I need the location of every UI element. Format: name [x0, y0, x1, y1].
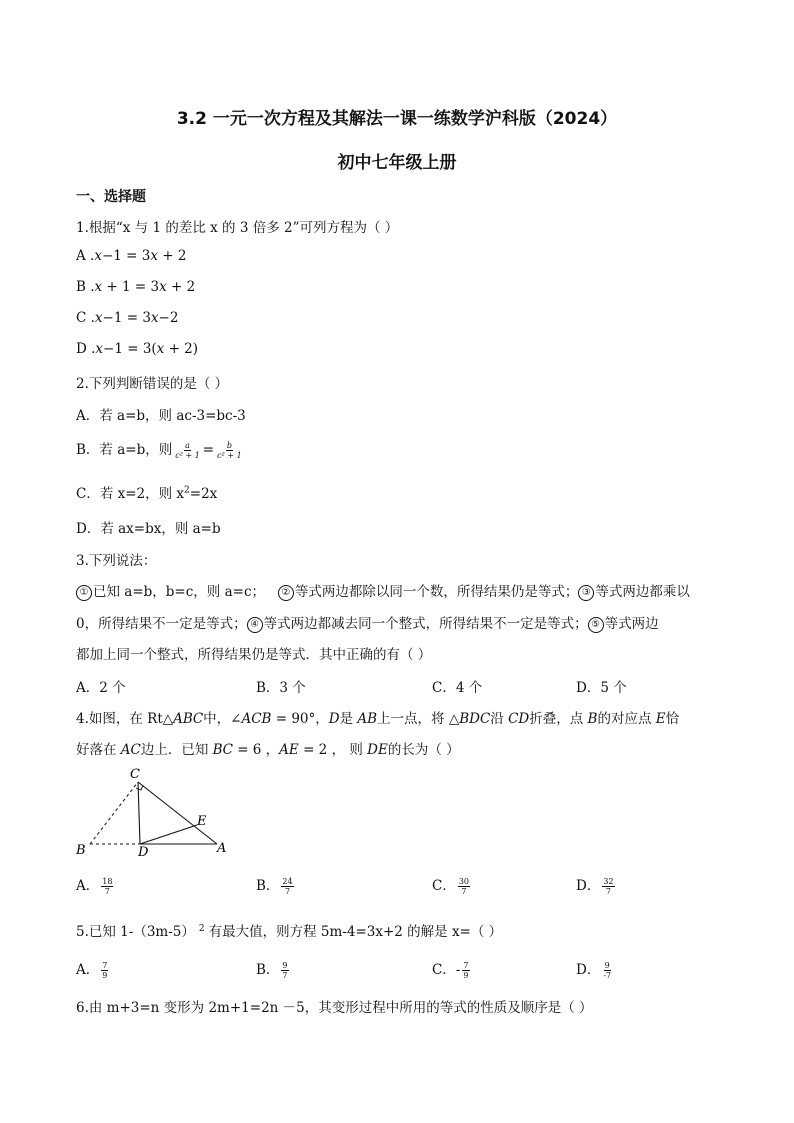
label-c: C: [130, 767, 140, 782]
circled-1-icon: ①: [76, 585, 92, 601]
q2-stem: 2.下列判断错误的是（ ）: [76, 376, 229, 392]
q4-fraction-b: $\frac{24}{7}$: [282, 877, 293, 896]
q5-fraction-b: $\frac{9}{7}$: [282, 961, 288, 980]
q3-line2: 0，所得结果不一定是等式； ④ 等式两边都减去同一个整式，所得结果不一定是等式； ⑤ 等式两边: [76, 616, 659, 632]
segment-ca: [138, 782, 217, 844]
q3-option-d: D．5 个: [576, 680, 627, 696]
q4-option-d: D． $\frac{32}{7}$: [576, 877, 614, 896]
q4-stem-line2: 好落在 𝐴𝐶边上．已知 𝐵𝐶 = 6 ，𝐴𝐸 = 2 ， 则 𝐷𝐸的长为（ ）: [76, 742, 460, 758]
q1-option-d: D .𝑥−1 = 3(𝑥 + 2): [76, 341, 199, 357]
q5-option-b: B． $\frac{9}{7}$: [256, 961, 288, 980]
circled-4-icon: ④: [247, 617, 263, 633]
circled-3-icon: ③: [578, 585, 594, 601]
label-e: E: [197, 814, 207, 829]
q3-option-c: C．4 个: [432, 680, 483, 696]
page-title: 3.2 一元一次方程及其解法一课一练数学沪科版（2024）: [176, 109, 618, 129]
q5-option-c: C．- $\frac{7}{9}$: [432, 961, 469, 980]
equals-sign: =: [202, 442, 215, 458]
q2-option-d: D．若 ax=bx，则 a=b: [76, 521, 221, 537]
fraction-a-over: $\frac{a}{\text{c² + 1}}$: [175, 441, 200, 460]
q4-option-b: B． $\frac{24}{7}$: [256, 877, 293, 896]
segment-bc: [90, 782, 138, 844]
q1-option-b: B .𝑥 + 1 = 3𝑥 + 2: [76, 279, 196, 295]
q5-option-d: D． $\frac{9}{-7}$: [576, 961, 612, 980]
q5-fraction-c: $\frac{7}{9}$: [463, 961, 469, 980]
q3-stem: 3.下列说法：: [76, 553, 157, 569]
segment-cd: [138, 782, 140, 844]
section-heading: 一、选择题: [76, 189, 146, 205]
q3-option-a: A．2 个: [76, 680, 126, 696]
triangle-diagram: [70, 762, 240, 858]
q5-option-a: A． $\frac{7}{9}$: [76, 961, 108, 980]
circled-2-icon: ②: [278, 585, 294, 601]
fraction-b-over: $\frac{b}{\text{c² + 1}}$: [217, 441, 242, 460]
q6-stem: 6.由 m+3=n 变形为 2m+1=2n －5，其变形过程中所用的等式的性质及顺序是（ ）: [76, 1000, 593, 1016]
label-d: D: [138, 845, 149, 858]
q2-option-b-prefix: B．若 a=b，则: [76, 442, 173, 458]
q2-option-a: A．若 a=b，则 ac-3=bc-3: [76, 408, 246, 424]
q5-fraction-d: $\frac{9}{-7}$: [603, 961, 612, 980]
q4-fraction-c: $\frac{30}{7}$: [458, 877, 470, 896]
q4-fraction-d: $\frac{32}{7}$: [603, 877, 614, 896]
q5-stem: 5.已知 1-（3m-5） $^2$ 有最大值，则方程 5m-4=3x+2 的解是 x=（ ）: [76, 923, 503, 940]
circled-5-icon: ⑤: [588, 617, 604, 633]
page-subtitle: 初中七年级上册: [337, 153, 457, 173]
q4-option-c: C． $\frac{30}{7}$: [432, 877, 470, 896]
q4-stem-line1: 4.如图，在 Rt△𝐴𝐵𝐶中，∠𝐴𝐶𝐵 = 90°，𝐷是 𝐴𝐵上一点，将 △𝐵𝐷𝐶沿 𝐶𝐷折叠，点 𝐵的对应点 𝐸恰: [76, 711, 680, 727]
q1-stem: 1.根据“x 与 1 的差比 x 的 3 倍多 2”可列方程为（ ）: [76, 220, 399, 236]
q1-option-a: A .𝑥−1 = 3𝑥 + 2: [76, 248, 187, 264]
q2-option-b: [76, 438, 245, 460]
label-a: A: [217, 841, 227, 856]
q3-line1: ① 已知 a=b，b=c，则 a=c； ② 等式两边都除以同一个数，所得结果仍是等式； ③ 等式两边都乘以: [76, 580, 724, 601]
q4-option-a: A． $\frac{18}{7}$: [76, 877, 113, 896]
q1-option-c: C .𝑥−1 = 3𝑥−2: [76, 310, 179, 326]
segment-de: [140, 825, 197, 844]
label-b: B: [76, 843, 86, 858]
q3-line3: 都加上同一个整式，所得结果仍是等式．其中正确的有（ ）: [76, 647, 432, 663]
q3-option-b: B．3 个: [256, 680, 306, 696]
q4-fraction-a: $\frac{18}{7}$: [102, 877, 113, 896]
q5-fraction-a: $\frac{7}{9}$: [102, 961, 108, 980]
q2-option-c: C．若 x=2，则 $x^2=2x$: [76, 485, 218, 502]
